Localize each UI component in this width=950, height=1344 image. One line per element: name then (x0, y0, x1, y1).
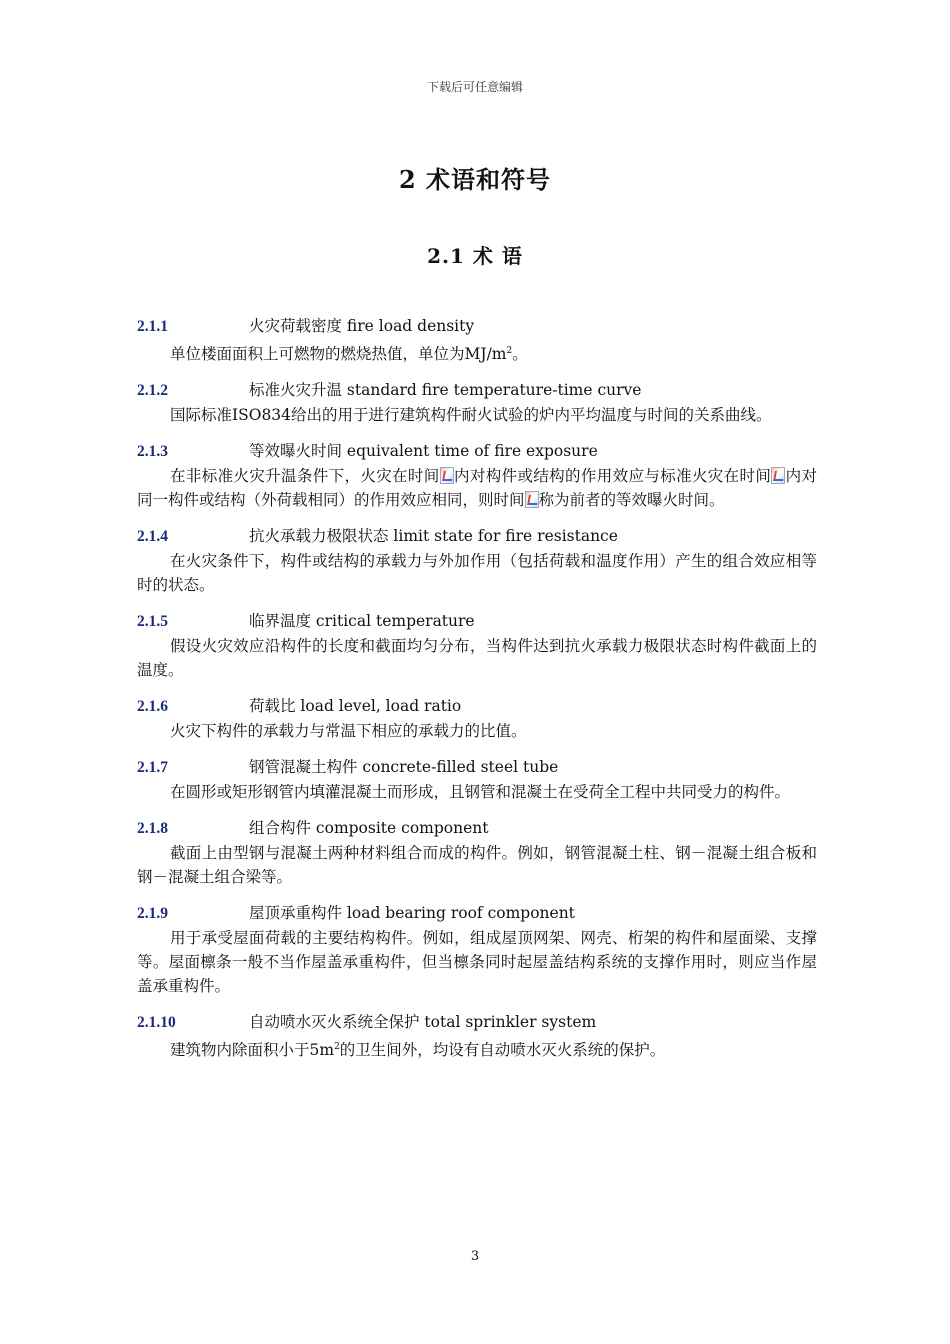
term-number: 2.1.1 (137, 318, 168, 335)
term-title: 抗火承载力极限状态 limit state for fire resistance (249, 527, 618, 546)
term-2-1-2 (137, 378, 817, 427)
section-title: 2.1 术 语 (427, 244, 523, 268)
term-2-1-5 (137, 609, 817, 682)
term-number: 2.1.3 (137, 443, 168, 461)
broken-image-icon (771, 467, 785, 484)
term-2-1-6 (137, 694, 817, 743)
term-definition: 用于承受屋面荷载的主要结构构件。例如，组成屋顶网架、网壳、桁架的构件和屋面梁、支撑等。屋面檩条一般不当作屋盖承重构件，但当檩条同时起屋盖结构系统的支撑作用时，则应当作屋盖承重构件。 (137, 929, 817, 996)
term-definition: 国际标准ISO834给出的用于进行建筑构件耐火试验的炉内平均温度与时间的关系曲线。 (170, 406, 772, 425)
broken-image-icon (440, 467, 454, 484)
page-number: 3 (470, 1249, 480, 1264)
term-definition: 单位楼面面积上可燃物的燃烧热值，单位为$MJ/m^2$。 (170, 345, 528, 364)
term-2-1-7 (137, 755, 817, 804)
term-number: 2.1.5 (137, 613, 168, 631)
term-title: 荷载比 load level, load ratio (249, 697, 462, 716)
term-2-1-3 (137, 439, 817, 512)
term-definition: 截面上由型钢与混凝土两种材料组合而成的构件。例如，钢管混凝土柱、钢－混凝土组合板和钢－混凝土组合梁等。 (137, 844, 817, 887)
term-title: 组合构件 composite component (249, 819, 489, 838)
term-2-1-8 (137, 816, 817, 889)
term-2-1-4 (137, 524, 817, 597)
term-title: 火灾荷载密度 fire load density (249, 317, 475, 335)
terms-list (137, 314, 817, 1074)
term-definition: 在圆形或矩形钢管内填灌混凝土而形成，且钢管和混凝土在受荷全工程中共同受力的构件。 (170, 783, 791, 802)
term-title: 自动喷水灭火系统全保护 total sprinkler system (249, 1013, 597, 1032)
term-number: 2.1.4 (137, 528, 168, 546)
term-definition: 在火灾条件下，构件或结构的承载力与外加作用（包括荷载和温度作用）产生的组合效应相等时的状态。 (137, 552, 817, 595)
term-number: 2.1.6 (137, 698, 168, 716)
term-number: 2.1.7 (137, 759, 168, 777)
term-number: 2.1.9 (137, 905, 168, 923)
term-definition: 在非标准火灾升温条件下，火灾在时间 内对构件或结构的作用效应与标准火灾在时间 内对同一构件或结构（外荷载相同）的作用效应相同，则时间 称为前者的等效曝火时间。 (137, 467, 817, 510)
term-number: 2.1.8 (137, 820, 168, 838)
broken-image-icon (525, 491, 539, 508)
term-2-1-1 (137, 314, 817, 366)
term-title: 临界温度 critical temperature (249, 612, 475, 631)
term-number: 2.1.10 (137, 1014, 176, 1032)
term-definition: 火灾下构件的承载力与常温下相应的承载力的比值。 (170, 722, 527, 741)
term-title: 钢管混凝土构件 concrete-filled steel tube (249, 758, 559, 777)
term-title: 屋顶承重构件 load bearing roof component (249, 904, 575, 923)
chapter-title: 2 术语和符号 (398, 165, 552, 194)
term-definition: 假设火灾效应沿构件的长度和截面均匀分布，当构件达到抗火承载力极限状态时构件截面上的温度。 (137, 637, 817, 680)
page-header: 下载后可任意编辑 (426, 80, 523, 94)
term-2-1-10 (137, 1010, 817, 1062)
term-title: 等效曝火时间 equivalent time of fire exposure (249, 442, 598, 461)
term-number: 2.1.2 (137, 382, 168, 400)
term-2-1-9 (137, 901, 817, 998)
term-title: 标准火灾升温 standard fire temperature-time curve (249, 381, 642, 400)
term-definition: 建筑物内除面积小于$5m^2$的卫生间外，均设有自动喷水灭火系统的保护。 (170, 1041, 666, 1060)
